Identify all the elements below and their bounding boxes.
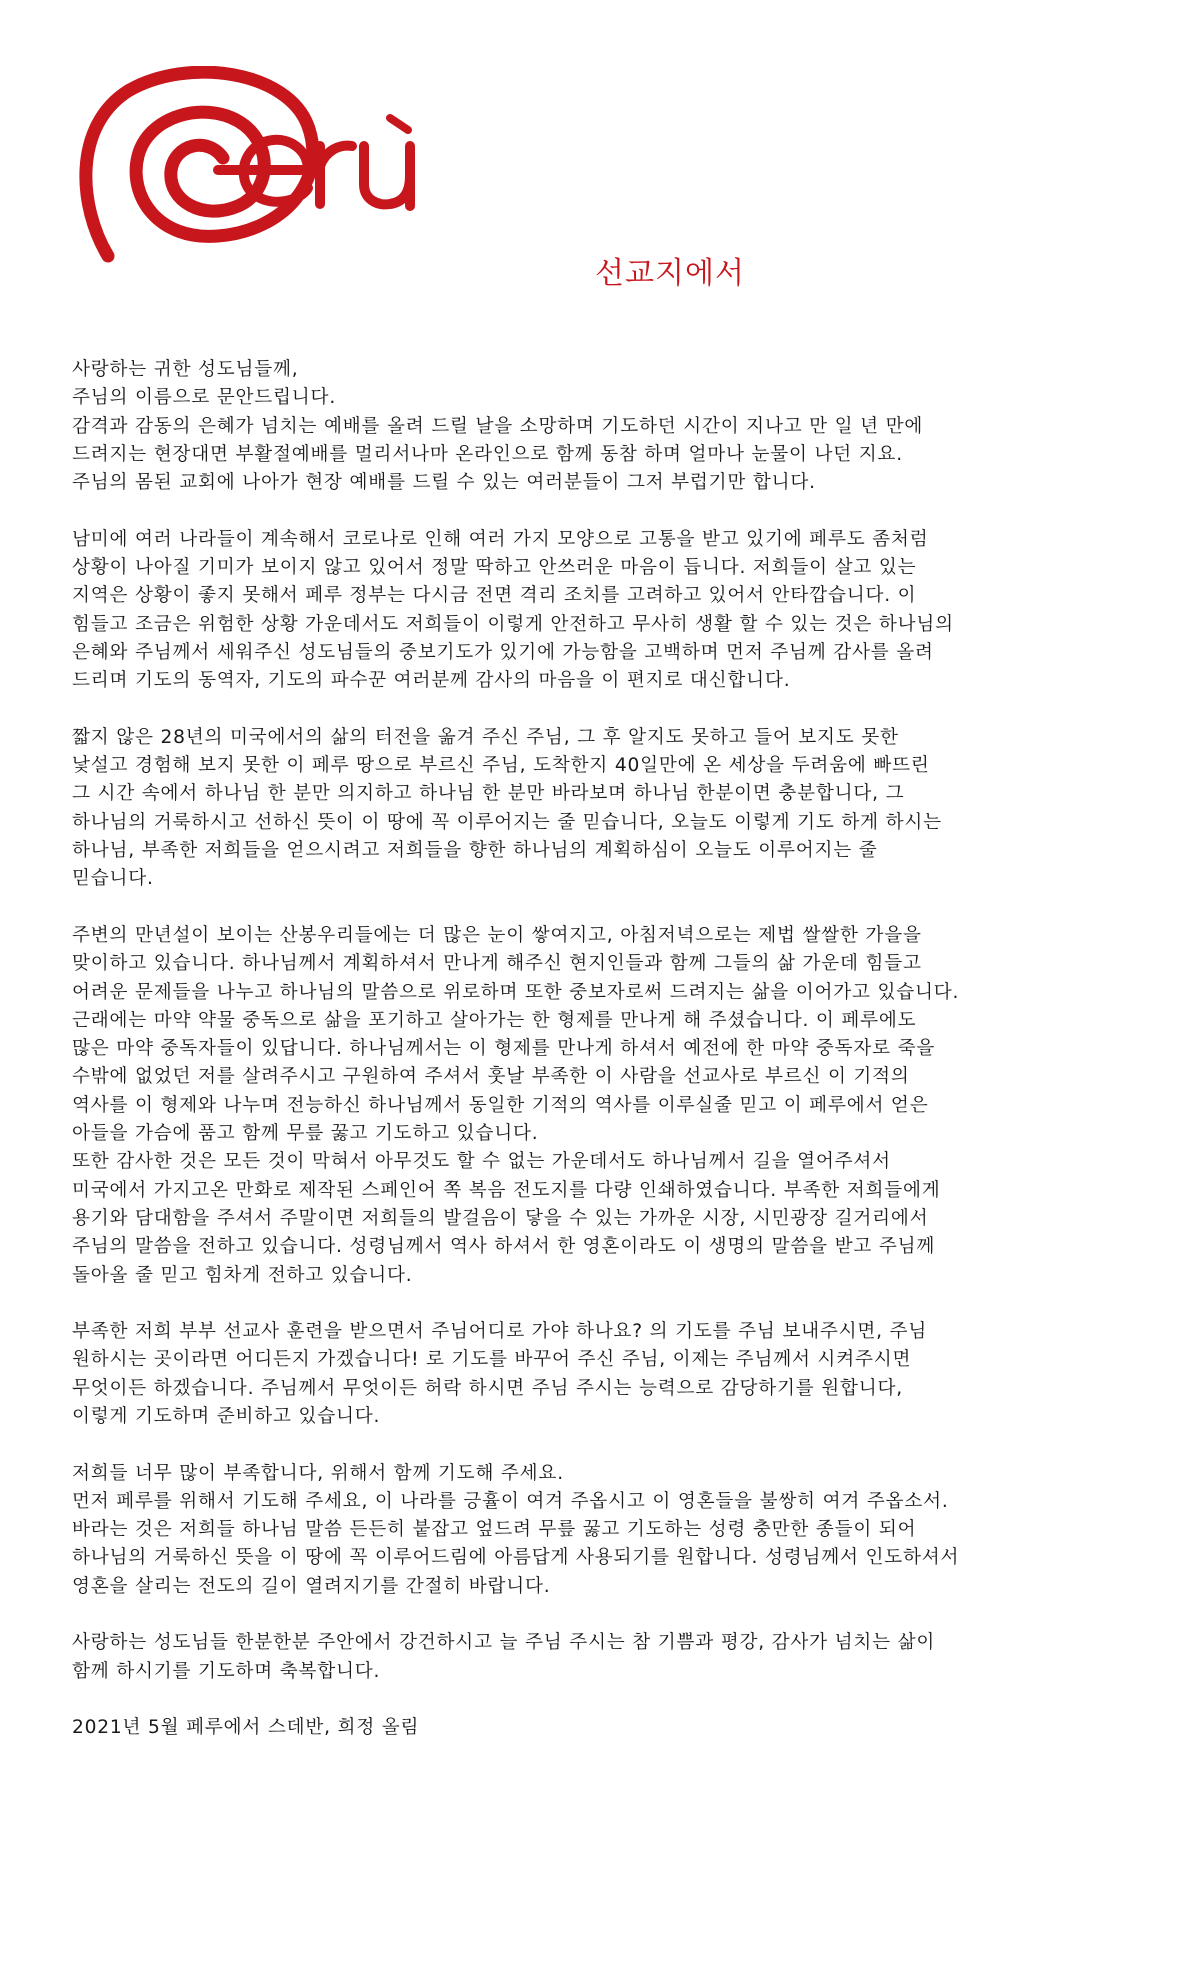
paragraph-prayer-requests	[72, 1460, 1142, 1601]
paragraph-prayer-training	[72, 1318, 1142, 1431]
paragraph-situation	[72, 526, 1142, 696]
letter-line: 힘들고 조금은 위험한 상황 가운데서도 저희들이 이렇게 안전하고 무사히 생활 할 수 있는 것은 하나님의	[72, 613, 954, 635]
paragraph-ministry	[72, 922, 1142, 1290]
letter-line: 근래에는 마약 약물 중독으로 삶을 포기하고 살아가는 한 형제를 만나게 해 주셨습니다. 이 페루에도	[72, 1009, 917, 1031]
letter-signature	[72, 1714, 1142, 1742]
letter-line: 바라는 것은 저희들 하나님 말씀 든든히 붙잡고 엎드려 무릎 꿇고 기도하는 성령 충만한 종들이 되어	[72, 1519, 917, 1541]
letter-line: 낯설고 경험해 보지 못한 이 페루 땅으로 부르신 주님, 도착한지 40일만에 온 세상을 두려움에 빠뜨린	[72, 755, 930, 777]
letter-line: 하나님의 거룩하시고 선하신 뜻이 이 땅에 꼭 이루어지는 줄 믿습니다, 오늘도 이렇게 기도 하게 하시는	[72, 811, 942, 833]
letter-line: 주님의 말씀을 전하고 있습니다. 성령님께서 역사 하셔서 한 영혼이라도 이 생명의 말씀을 받고 주님께	[72, 1236, 936, 1258]
letter-line: 수밖에 없었던 저를 살려주시고 구원하여 주셔서 훗날 부족한 이 사람을 선교사로 부르신 이 기적의	[72, 1066, 910, 1088]
letter-line: 감격과 감동의 은혜가 넘치는 예배를 올려 드릴 날을 소망하며 기도하던 시간이 지나고 만 일 년 만에	[72, 415, 924, 437]
letter-line: 주변의 만년설이 보이는 산봉우리들에는 더 많은 눈이 쌓여지고, 아침저녁으로는 제법 쌀쌀한 가을을	[72, 924, 922, 946]
letter-line: 드려지는 현장대면 부활절예배를 멀리서나마 온라인으로 함께 동참 하며 얼마나 눈물이 나던 지요.	[72, 443, 903, 465]
letter-line: 돌아올 줄 믿고 힘차게 전하고 있습니다.	[72, 1264, 413, 1286]
letter-line: 미국에서 가지고온 만화로 제작된 스페인어 쪽 복음 전도지를 다량 인쇄하였습니다. 부족한 저희들에게	[72, 1179, 941, 1201]
letter-title: 선교지에서	[595, 256, 745, 291]
letter-line: 그 시간 속에서 하나님 한 분만 의지하고 하나님 한 분만 바라보며 하나님 한분이면 충분합니다, 그	[72, 783, 905, 805]
paragraph-calling	[72, 724, 1142, 894]
letter-line: 이렇게 기도하며 준비하고 있습니다.	[72, 1405, 381, 1427]
letter-line: 짧지 않은 28년의 미국에서의 삶의 터전을 옮겨 주신 주님, 그 후 알지도 못하고 들어 보지도 못한	[72, 726, 899, 748]
letter-line: 무엇이든 하겠습니다. 주님께서 무엇이든 허락 하시면 주님 주시는 능력으로 감당하기를 원합니다,	[72, 1377, 903, 1399]
letter-line: 상황이 나아질 기미가 보이지 않고 있어서 정말 딱하고 안쓰러운 마음이 듭니다. 저희들이 살고 있는	[72, 557, 917, 579]
letter-line: 또한 감사한 것은 모든 것이 막혀서 아무것도 할 수 없는 가운데서도 하나님께서 길을 열어주셔서	[72, 1151, 891, 1173]
letter-line: 지역은 상황이 좋지 못해서 페루 정부는 다시금 전면 격리 조치를 고려하고 있어서 안타깝습니다. 이	[72, 585, 917, 607]
letter-line: 먼저 페루를 위해서 기도해 주세요, 이 나라를 긍휼이 여겨 주옵시고 이 영혼들을 불쌍히 여겨 주옵소서.	[72, 1490, 949, 1512]
letter-line: 아들을 가슴에 품고 함께 무릎 꿇고 기도하고 있습니다.	[72, 1123, 539, 1145]
letter-line: 많은 마약 중독자들이 있답니다. 하나님께서는 이 형제를 만나게 하셔서 예전에 한 마약 중독자로 죽을	[72, 1038, 936, 1060]
signature-line: 2021년 5월 페루에서 스데반, 희정 올림	[72, 1717, 420, 1739]
letter-line: 원하시는 곳이라면 어디든지 가겠습니다! 로 기도를 바꾸어 주신 주님, 이제는 주님께서 시켜주시면	[72, 1349, 912, 1371]
letter-line: 사랑하는 성도님들 한분한분 주안에서 강건하시고 늘 주님 주시는 참 기쁨과 평강, 감사가 넘치는 삶이	[72, 1632, 936, 1654]
letter-line: 드리며 기도의 동역자, 기도의 파수꾼 여러분께 감사의 마음을 이 편지로 대신합니다.	[72, 670, 791, 692]
paragraph-blessing	[72, 1629, 1142, 1686]
letter-line: 주님의 이름으로 문안드립니다.	[72, 387, 337, 409]
letter-line: 남미에 여러 나라들이 계속해서 코로나로 인해 여러 가지 모양으로 고통을 받고 있기에 페루도 좀처럼	[72, 528, 929, 550]
letter-line: 어려운 문제들을 나누고 하나님의 말씀으로 위로하며 또한 중보자로써 드려지는 삶을 이어가고 있습니다.	[72, 981, 960, 1003]
letter-line: 부족한 저희 부부 선교사 훈련을 받으면서 주님어디로 가야 하나요? 의 기도를 주님 보내주시면, 주님	[72, 1321, 928, 1343]
letter-line: 저희들 너무 많이 부족합니다, 위해서 함께 기도해 주세요.	[72, 1462, 564, 1484]
letter-line: 영혼을 살리는 전도의 길이 열려지기를 간절히 바랍니다.	[72, 1575, 551, 1597]
letter-line: 은혜와 주님께서 세워주신 성도님들의 중보기도가 있기에 가능함을 고백하며 먼저 주님께 감사를 올려	[72, 641, 934, 663]
letter-line: 하나님, 부족한 저희들을 얻으시려고 저희들을 향한 하나님의 계획하심이 오늘도 이루어지는 줄	[72, 840, 878, 862]
letter-line: 역사를 이 형제와 나누며 전능하신 하나님께서 동일한 기적의 역사를 이루실줄 믿고 이 페루에서 얻은	[72, 1094, 929, 1116]
letter-line: 함께 하시기를 기도하며 축복합니다.	[72, 1660, 381, 1682]
letter-line: 용기와 담대함을 주셔서 주말이면 저희들의 발걸음이 닿을 수 있는 가까운 시장, 시민광장 길거리에서	[72, 1207, 929, 1229]
letter-line: 하나님의 거룩하신 뜻을 이 땅에 꼭 이루어드림에 아름답게 사용되기를 원합니다. 성령님께서 인도하셔서	[72, 1547, 960, 1569]
letter-line: 맞이하고 있습니다. 하나님께서 계획하셔서 만나게 해주신 현지인들과 함께 그들의 삶 가운데 힘들고	[72, 953, 922, 975]
letter-line: 주님의 몸된 교회에 나아가 현장 예배를 드릴 수 있는 여러분들이 그저 부럽기만 합니다.	[72, 472, 816, 494]
letter-body	[72, 356, 1142, 1771]
letter-line: 믿습니다.	[72, 868, 154, 890]
letter-line: 사랑하는 귀한 성도님들께,	[72, 359, 299, 380]
paragraph-greeting	[72, 356, 1142, 497]
